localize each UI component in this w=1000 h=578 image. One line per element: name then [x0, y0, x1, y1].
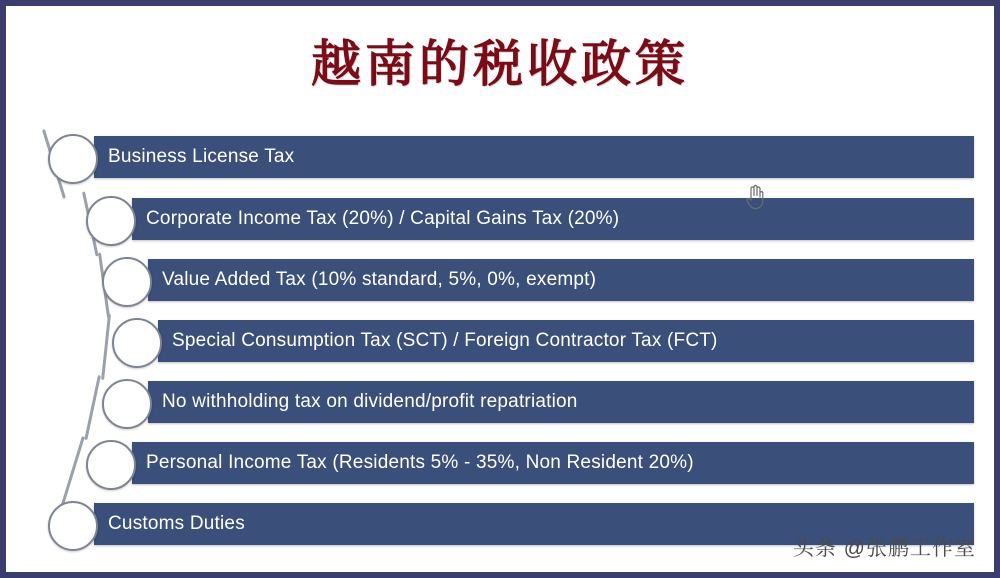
tax-item-label: No withholding tax on dividend/profit repatriation — [162, 391, 578, 412]
connector-line-6 — [61, 436, 85, 506]
tax-item-bar[interactable] — [132, 198, 974, 240]
tax-item-label: Value Added Tax (10% standard, 5%, 0%, exempt) — [162, 269, 597, 290]
tax-item-bar[interactable] — [148, 259, 974, 301]
node-circle — [102, 257, 152, 307]
list-item[interactable] — [158, 320, 974, 362]
node-circle — [102, 379, 152, 429]
tax-item-bar[interactable] — [94, 136, 974, 178]
page-title: 越南的税收政策 — [311, 36, 689, 92]
tax-policy-chart — [6, 116, 994, 566]
node-circle — [86, 440, 136, 490]
tax-item-label: Personal Income Tax (Residents 5% - 35%, Non Resident 20%) — [146, 452, 694, 473]
connector-line-5 — [84, 375, 101, 440]
watermark-text: 头条 @张鹏工作室 — [792, 537, 976, 560]
list-item[interactable] — [148, 381, 974, 423]
tax-item-label: Special Consumption Tax (SCT) / Foreign Contractor Tax (FCT) — [172, 330, 718, 351]
node-circle — [48, 134, 98, 184]
tax-item-bar[interactable] — [158, 320, 974, 362]
hand-cursor-icon — [744, 184, 766, 210]
list-item[interactable] — [132, 442, 974, 484]
list-item[interactable] — [148, 259, 974, 301]
tax-item-label: Business License Tax — [108, 146, 295, 167]
tax-item-bar[interactable] — [148, 381, 974, 423]
node-circle — [86, 196, 136, 246]
connector-line-4 — [101, 314, 111, 380]
tax-item-label: Customs Duties — [108, 513, 245, 534]
slide-canvas — [6, 6, 994, 572]
node-circle — [112, 318, 162, 368]
node-circle — [48, 501, 98, 551]
tax-item-bar[interactable] — [132, 442, 974, 484]
list-item[interactable] — [132, 198, 974, 240]
tax-item-label: Corporate Income Tax (20%) / Capital Gains Tax (20%) — [146, 208, 620, 229]
list-item[interactable] — [94, 136, 974, 178]
